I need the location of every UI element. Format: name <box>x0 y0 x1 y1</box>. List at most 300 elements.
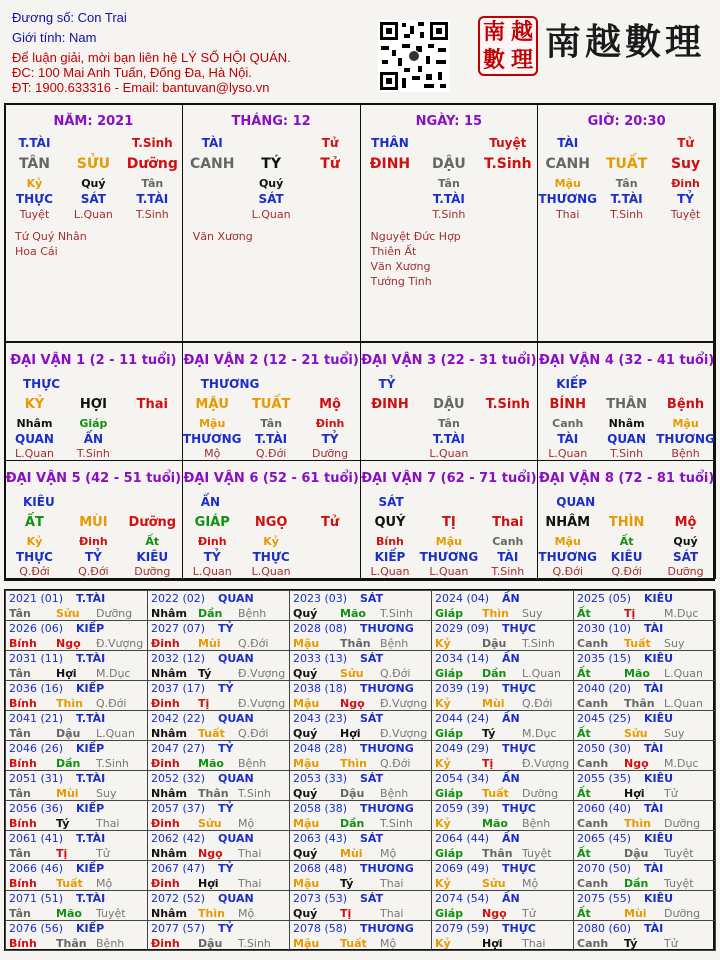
cell-row <box>183 156 360 172</box>
pillar-title: GIỜ: 20:30 <box>587 114 666 129</box>
year-stem: Giáp <box>435 847 464 860</box>
chart-main-box <box>4 103 715 581</box>
year-branch: Hợi <box>482 937 503 950</box>
hidden-stage <box>301 565 360 578</box>
ten-god-label: TÀI <box>557 136 579 150</box>
year-stem: Ất <box>577 847 591 860</box>
pillar-title: NGÀY: 15 <box>415 114 483 129</box>
year-label: 2037 (17) <box>151 682 206 695</box>
hidden-ten-god: QUAN <box>15 432 54 446</box>
hidden-ten-god: SÁT <box>80 192 106 206</box>
year-ten-god: SÁT <box>360 772 384 785</box>
star-note: Hoa Cái <box>15 245 58 258</box>
year-label: 2053 (33) <box>293 772 348 785</box>
year-ten-god: THỰC <box>502 742 536 755</box>
year-cell <box>5 920 148 951</box>
cell-row <box>183 208 360 221</box>
cell-row <box>361 550 538 564</box>
hidden-stem: Đinh <box>315 417 345 430</box>
year-cell <box>431 680 574 711</box>
hidden-ten-god: T.TÀI <box>255 432 288 446</box>
cell-row <box>538 397 715 412</box>
year-ten-god: THƯƠNG <box>360 622 414 635</box>
hidden-stage: Dưỡng <box>311 447 349 460</box>
year-stem: Bính <box>9 937 37 950</box>
year-stage: Thai <box>380 877 404 890</box>
year-label: 2032 (12) <box>151 652 206 665</box>
hidden-stage: Mộ <box>204 447 221 460</box>
year-label: 2077 (57) <box>151 922 206 935</box>
hidden-stem: Canh <box>552 417 584 430</box>
year-cell <box>573 590 716 621</box>
year-cell <box>147 680 290 711</box>
year-stage: Bệnh <box>238 607 267 620</box>
year-stem: Mậu <box>293 757 320 770</box>
year-cell <box>5 770 148 801</box>
hidden-ten-god: THƯƠNG <box>538 550 598 564</box>
year-label: 2064 (44) <box>435 832 490 845</box>
year-label: 2035 (15) <box>577 652 632 665</box>
cell-row <box>361 515 538 530</box>
cell-row <box>361 397 538 412</box>
year-label: 2068 (48) <box>293 862 348 875</box>
hidden-stem <box>361 417 420 430</box>
year-stage: Bệnh <box>380 787 409 800</box>
year-branch: Dậu <box>482 637 507 650</box>
year-ten-god: ẤN <box>502 592 520 605</box>
hidden-stem: Bính <box>376 535 404 548</box>
dai-van-ten-god: SÁT <box>378 495 404 509</box>
year-branch: Thân <box>624 697 655 710</box>
year-ten-god: KIẾP <box>76 862 105 875</box>
year-ten-god: SÁT <box>360 712 384 725</box>
year-stage: Bệnh <box>238 757 267 770</box>
year-stem: Giáp <box>435 727 464 740</box>
year-ten-god: ẤN <box>502 832 520 845</box>
year-stage: Tử <box>664 937 678 950</box>
year-stem: Quý <box>293 727 318 740</box>
star-note: Thiên Ất <box>370 245 417 258</box>
year-branch: Dần <box>198 607 223 620</box>
year-cell <box>147 860 290 891</box>
year-branch: Tuất <box>198 727 225 740</box>
hidden-ten-god <box>361 192 420 206</box>
year-cell <box>5 650 148 681</box>
cell-row <box>538 447 715 460</box>
year-ten-god: TÀI <box>644 802 664 815</box>
year-stage: T.Sinh <box>380 817 413 830</box>
year-stage: Mộ <box>238 817 255 830</box>
star-note: Văn Xương <box>192 230 253 243</box>
hidden-stem <box>478 177 537 190</box>
cell-row <box>538 550 715 564</box>
year-stage: L.Quan <box>96 727 135 740</box>
phone-email-line: ĐT: 1900.633316 - Email: bantuvan@lyso.vn <box>12 80 270 95</box>
year-label: 2033 (13) <box>293 652 348 665</box>
year-label: 2028 (08) <box>293 622 348 635</box>
dai-van-ten-god: ẤN <box>200 495 221 509</box>
hidden-ten-god: TÀI <box>497 550 519 564</box>
year-ten-god: ẤN <box>502 892 520 905</box>
hidden-stem: Quý <box>258 177 284 190</box>
year-branch: Dậu <box>340 787 365 800</box>
year-ten-god: QUAN <box>218 712 254 725</box>
year-stage: Dưỡng <box>522 787 559 800</box>
hidden-stem: Quý <box>81 177 106 190</box>
year-label: 2038 (18) <box>293 682 348 695</box>
year-stem: Bính <box>9 637 37 650</box>
year-ten-god: KIẾP <box>76 742 105 755</box>
year-stage: Tuyệt <box>664 877 694 890</box>
year-stem: Giáp <box>435 787 464 800</box>
year-cell <box>573 710 716 741</box>
cell-row <box>538 156 715 172</box>
hidden-ten-god: THƯƠNG <box>538 192 598 206</box>
year-ten-god: KIẾP <box>76 682 105 695</box>
spacer <box>419 136 478 150</box>
year-label: 2024 (04) <box>435 592 490 605</box>
year-stem: Canh <box>577 877 609 890</box>
year-cell <box>147 650 290 681</box>
year-stage: Suy <box>664 727 685 740</box>
year-ten-god: TÀI <box>644 862 664 875</box>
hidden-stem <box>478 417 537 430</box>
year-stem: Tân <box>9 847 31 860</box>
heavenly-stem: CANH <box>189 156 235 172</box>
year-branch: Tý <box>482 727 496 740</box>
year-branch: Dần <box>624 877 649 890</box>
dai-van-cell <box>537 342 716 461</box>
year-branch: Thìn <box>198 907 225 920</box>
year-branch: Tý <box>198 667 212 680</box>
earthly-branch: DẬU <box>431 156 466 172</box>
header <box>0 0 720 102</box>
cell-row <box>538 432 715 446</box>
year-branch: Ngọ <box>624 757 649 770</box>
year-label: 2057 (37) <box>151 802 206 815</box>
hidden-stage: Bệnh <box>671 447 700 460</box>
branch-stage: T.Sinh <box>484 156 532 172</box>
hidden-stem <box>361 177 420 190</box>
year-cell <box>573 920 716 951</box>
dai-van-title: ĐẠI VẬN 7 (62 - 71 tuổi) <box>361 471 537 486</box>
year-label: 2055 (35) <box>577 772 632 785</box>
year-ten-god: THƯƠNG <box>360 862 414 875</box>
cell-row <box>5 417 182 430</box>
year-cell <box>5 620 148 651</box>
year-cell <box>431 590 574 621</box>
hidden-stage: Q.Đới <box>552 565 583 578</box>
year-branch: Mùi <box>340 847 363 860</box>
branch-stage: Tử <box>320 515 340 530</box>
year-stem: Kỷ <box>435 817 451 830</box>
hidden-stage: T.Sinh <box>610 447 644 460</box>
year-cell <box>147 890 290 921</box>
year-ten-god: THƯƠNG <box>360 802 414 815</box>
year-cell <box>573 740 716 771</box>
year-branch: Dần <box>340 817 365 830</box>
year-ten-god: SÁT <box>360 892 384 905</box>
hidden-ten-god: SÁT <box>258 192 284 206</box>
hidden-ten-god: ẤN <box>83 432 104 446</box>
hidden-stage: L.Quan <box>370 565 410 578</box>
earthly-branch: MÙI <box>79 515 108 530</box>
hidden-stage: Tuyệt <box>19 208 50 221</box>
hidden-ten-god: T.TÀI <box>432 432 465 446</box>
cell-row <box>183 515 360 530</box>
hidden-stem: Ất <box>145 535 160 548</box>
cell-row <box>538 208 715 221</box>
year-stem: Kỷ <box>435 877 451 890</box>
year-branch: Mão <box>198 757 224 770</box>
year-label: 2051 (31) <box>9 772 64 785</box>
cell-row <box>183 192 360 206</box>
year-cell <box>573 830 716 861</box>
year-stem: Bính <box>9 697 37 710</box>
year-cell <box>289 620 432 651</box>
year-ten-god: THỰC <box>502 802 536 815</box>
year-stem: Tân <box>9 607 31 620</box>
year-label: 2046 (26) <box>9 742 64 755</box>
hidden-stem: Mậu <box>554 535 581 548</box>
heavenly-stem: MẬU <box>195 397 229 412</box>
stage-label: Tử <box>321 136 339 150</box>
ten-god-label: T.TÀI <box>18 136 51 150</box>
year-branch: Thân <box>482 847 513 860</box>
year-ten-god: QUAN <box>218 592 254 605</box>
year-branch: Thân <box>340 637 371 650</box>
heavenly-stem: CANH <box>545 156 590 172</box>
hidden-ten-god: SÁT <box>672 550 699 564</box>
hidden-ten-god: T.TÀI <box>432 192 465 206</box>
cell-row <box>183 447 360 460</box>
cell-row <box>5 397 182 412</box>
branch-stage: Dưỡng <box>126 156 178 172</box>
year-branch: Tị <box>624 607 636 620</box>
hidden-stage: L.Quan <box>548 447 588 460</box>
dai-van-title: ĐẠI VẬN 6 (52 - 61 tuổi) <box>183 471 359 486</box>
year-ten-god: QUAN <box>218 772 254 785</box>
hidden-stage: Q.Đới <box>19 565 50 578</box>
year-ten-god: KIÊU <box>644 652 674 665</box>
year-stage: Tuyệt <box>96 907 126 920</box>
year-stem: Đinh <box>151 637 180 650</box>
cell-row <box>183 397 360 412</box>
year-branch: Dậu <box>198 937 223 950</box>
year-stage: Q.Đới <box>380 667 411 680</box>
cell-row <box>183 550 360 564</box>
year-stem: Tân <box>9 667 31 680</box>
hidden-ten-god: KIÊU <box>610 550 643 564</box>
earthly-branch: DẬU <box>433 397 465 412</box>
gender-line: Giới tính: Nam <box>12 30 97 45</box>
year-ten-god: SÁT <box>360 592 384 605</box>
year-cell <box>5 830 148 861</box>
hidden-stage: T.Sinh <box>491 565 525 578</box>
year-stage: Đ.Vượng <box>238 667 286 680</box>
year-stem: Tân <box>9 727 31 740</box>
year-stage: T.Sinh <box>238 937 271 950</box>
cell-row <box>5 515 182 530</box>
year-branch: Mùi <box>56 787 79 800</box>
year-label: 2023 (03) <box>293 592 348 605</box>
hidden-stage <box>361 447 420 460</box>
year-branch: Mão <box>624 667 650 680</box>
year-label: 2048 (28) <box>293 742 348 755</box>
hidden-stage: T.Sinh <box>135 208 169 221</box>
hidden-stage <box>183 208 242 221</box>
hidden-ten-god: T.TÀI <box>610 192 643 206</box>
earthly-branch: TUẤT <box>605 156 648 172</box>
year-ten-god: TỶ <box>218 682 234 695</box>
hidden-ten-god <box>123 432 182 446</box>
year-label: 2075 (55) <box>577 892 632 905</box>
year-cell <box>147 800 290 831</box>
year-label: 2027 (07) <box>151 622 206 635</box>
hidden-stage: Dưỡng <box>667 565 704 578</box>
year-cell <box>431 620 574 651</box>
year-branch: Ngọ <box>56 637 81 650</box>
branch-stage: Tử <box>320 156 340 172</box>
cell-row <box>538 565 715 578</box>
year-branch: Thân <box>198 787 229 800</box>
year-stage: Tử <box>664 787 678 800</box>
cell-row <box>183 177 360 190</box>
ten-god-label: TÀI <box>201 136 223 150</box>
year-branch: Tuất <box>56 877 83 890</box>
spacer <box>64 136 123 150</box>
dai-van-cell <box>4 342 183 461</box>
year-stem: Nhâm <box>151 607 187 620</box>
dai-van-ten-god: KIÊU <box>23 495 55 509</box>
year-ten-god: KIÊU <box>644 712 674 725</box>
stage-label: Tử <box>677 136 694 150</box>
year-stem: Mậu <box>293 937 320 950</box>
year-branch: Thân <box>56 937 87 950</box>
year-ten-god: THỰC <box>502 622 536 635</box>
year-label: 2049 (29) <box>435 742 490 755</box>
year-branch: Tị <box>56 847 68 860</box>
year-label: 2080 (60) <box>577 922 632 935</box>
hidden-stem: Tân <box>615 177 638 190</box>
dai-van-title: ĐẠI VẬN 3 (22 - 31 tuổi) <box>361 353 537 368</box>
year-stage: Suy <box>664 637 685 650</box>
year-cell <box>431 830 574 861</box>
year-cell <box>431 650 574 681</box>
year-branch: Tý <box>56 817 70 830</box>
pillar-title: NĂM: 2021 <box>53 114 134 129</box>
dai-van-ten-god: KIẾP <box>556 377 588 391</box>
year-branch: Tị <box>340 907 352 920</box>
cell-row <box>361 535 538 548</box>
year-ten-god: ẤN <box>502 652 520 665</box>
year-branch: Sửu <box>624 727 648 740</box>
year-stage: Thai <box>238 847 262 860</box>
hidden-ten-god: TỶ <box>203 550 221 564</box>
year-label: 2078 (58) <box>293 922 348 935</box>
year-stem: Tân <box>9 787 31 800</box>
pillar-title: THÁNG: 12 <box>231 114 311 129</box>
dai-van-cell <box>4 460 183 579</box>
hidden-stage: Tuyệt <box>670 208 701 221</box>
year-label: 2073 (53) <box>293 892 348 905</box>
year-stage: M.Dục <box>96 667 131 680</box>
year-stem: Nhâm <box>151 787 187 800</box>
year-stem: Giáp <box>435 667 464 680</box>
hidden-stem: Kỷ <box>263 535 279 548</box>
year-ten-god: TÀI <box>644 622 664 635</box>
hidden-stage: L.Quan <box>192 565 232 578</box>
hidden-stem <box>123 417 182 430</box>
hidden-stem: Mậu <box>672 417 699 430</box>
year-ten-god: T.TÀI <box>76 892 106 905</box>
year-stem: Bính <box>9 877 37 890</box>
year-stem: Quý <box>293 787 318 800</box>
year-stage: Thai <box>96 817 120 830</box>
year-label: 2034 (14) <box>435 652 490 665</box>
hidden-stage <box>361 208 420 221</box>
year-cell <box>431 800 574 831</box>
cell-row <box>361 565 538 578</box>
year-stage: Q.Đới <box>96 697 127 710</box>
year-label: 2076 (56) <box>9 922 64 935</box>
hidden-ten-god: THỰC <box>252 550 290 564</box>
hidden-stage <box>301 208 360 221</box>
hidden-ten-god: THƯƠNG <box>182 432 242 446</box>
spacer <box>242 136 301 150</box>
year-ten-god: TÀI <box>644 922 664 935</box>
year-ten-god: TỶ <box>218 862 234 875</box>
year-label: 2072 (52) <box>151 892 206 905</box>
year-stage: Tử <box>96 847 110 860</box>
year-ten-god: T.TÀI <box>76 652 106 665</box>
year-label: 2025 (05) <box>577 592 632 605</box>
year-ten-god: T.TÀI <box>76 712 106 725</box>
year-ten-god: TỶ <box>218 922 234 935</box>
cell-row <box>183 432 360 446</box>
year-stage: L.Quan <box>522 667 561 680</box>
year-cell <box>573 860 716 891</box>
year-branch: Tuất <box>482 787 509 800</box>
dai-van-title: ĐẠI VẬN 8 (72 - 81 tuổi) <box>538 471 715 486</box>
year-label: 2044 (24) <box>435 712 490 725</box>
year-label: 2045 (25) <box>577 712 632 725</box>
year-cell <box>5 590 148 621</box>
earthly-branch: NGỌ <box>254 515 288 530</box>
ten-god-label: THÂN <box>371 136 409 150</box>
year-stem: Quý <box>293 607 318 620</box>
qr-code-icon <box>378 20 450 92</box>
branch-stage: Mộ <box>319 397 341 412</box>
pillar-cell <box>537 103 716 342</box>
dai-van-cell <box>182 460 361 579</box>
year-stem: Canh <box>577 937 609 950</box>
address-line: ĐC: 100 Mai Anh Tuấn, Đống Đa, Hà Nội. <box>12 65 252 80</box>
year-stage: Đ.Vượng <box>96 637 144 650</box>
year-stem: Kỷ <box>435 757 451 770</box>
year-ten-god: T.TÀI <box>76 832 106 845</box>
year-stem: Nhâm <box>151 667 187 680</box>
year-stage: M.Dục <box>664 607 699 620</box>
year-label: 2070 (50) <box>577 862 632 875</box>
year-stage: T.Sinh <box>380 607 413 620</box>
year-stem: Nhâm <box>151 907 187 920</box>
hidden-stage: L.Quan <box>251 208 291 221</box>
hidden-stage: L.Quan <box>429 447 469 460</box>
hidden-stem: Tân <box>437 177 460 190</box>
cell-row <box>538 177 715 190</box>
year-label: 2050 (30) <box>577 742 632 755</box>
